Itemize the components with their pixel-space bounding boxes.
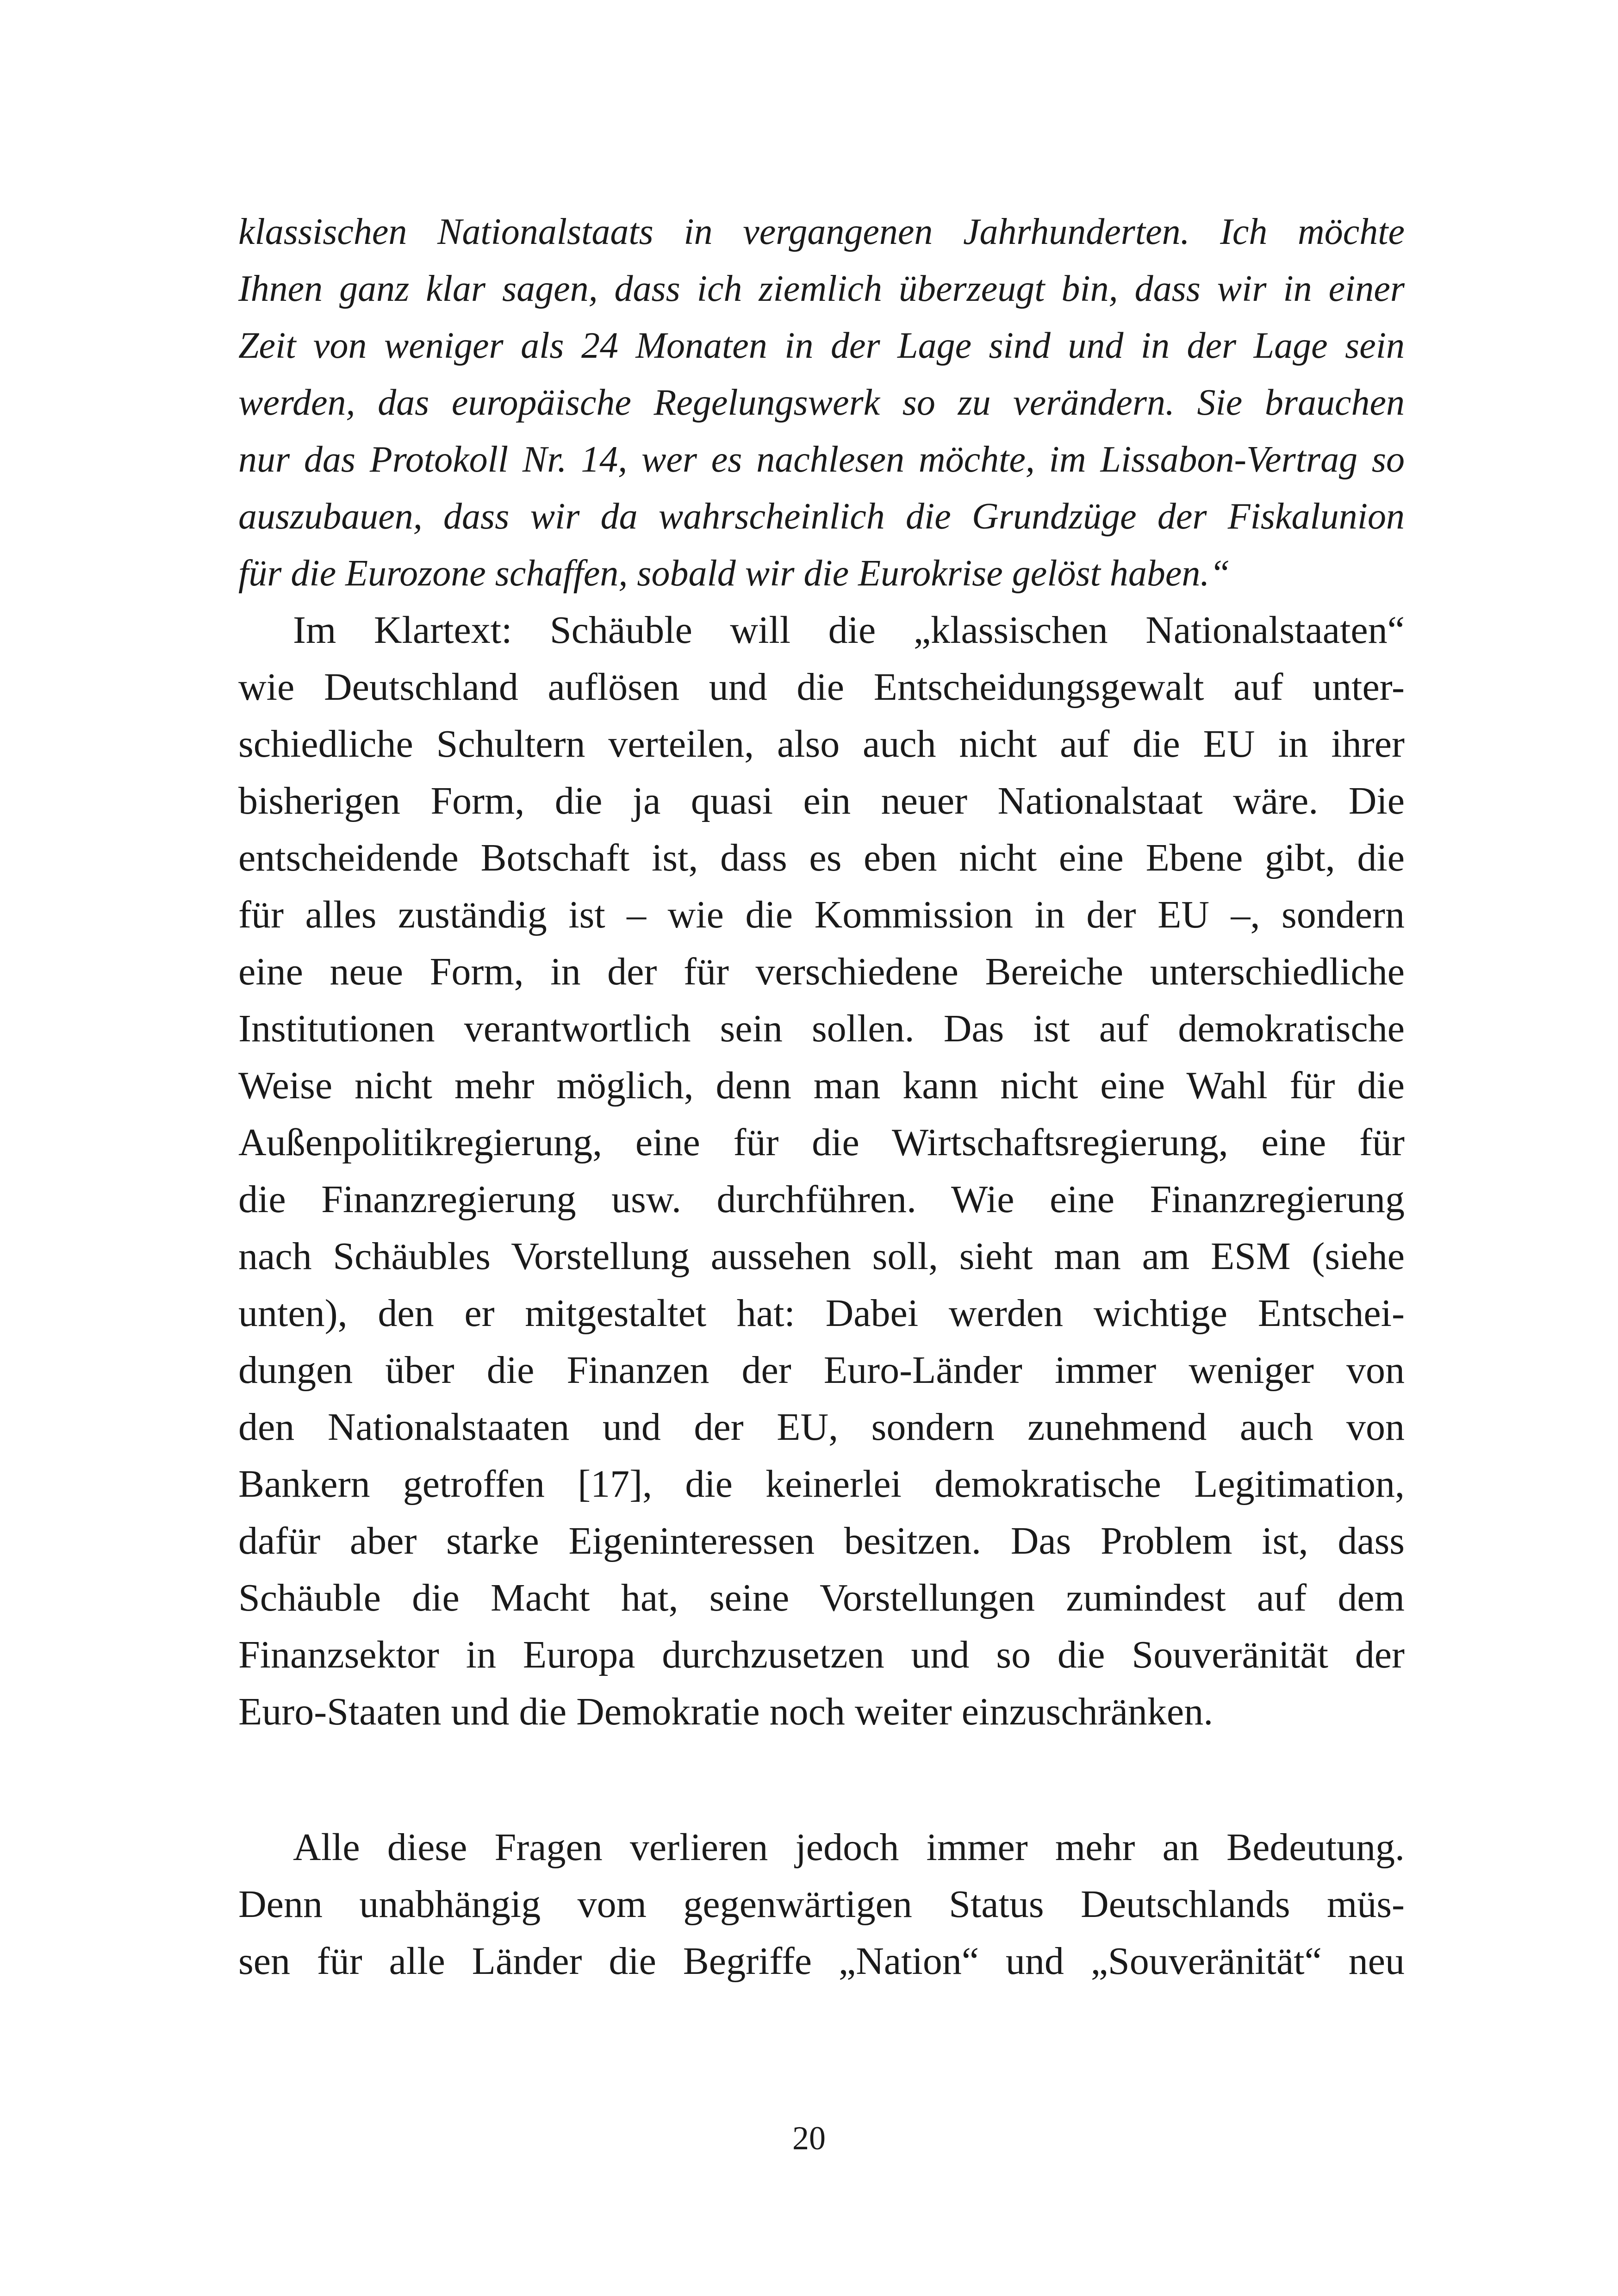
quote-line: Zeit von weniger als 24 Monaten in der Lage sind und in der Lage sein	[238, 325, 1405, 366]
paragraph-line: Finanzsektor in Europa durchzusetzen und so die Souveränität der	[238, 1633, 1405, 1676]
paragraph-line: schiedliche Schultern verteilen, also auch nicht auf die EU in ihrer	[238, 722, 1405, 765]
paragraph-line: den Nationalstaaten und der EU, sondern zunehmend auch von	[238, 1406, 1405, 1449]
paragraph-line: wie Deutschland auflösen und die Entscheidungsgewalt auf unter-	[238, 666, 1405, 709]
paragraph-line: unten), den er mitgestaltet hat: Dabei werden wichtige Entschei-	[238, 1292, 1405, 1335]
paragraph-1	[238, 602, 1405, 1740]
paragraph-line: dafür aber starke Eigeninteressen besitzen. Das Problem ist, dass	[238, 1519, 1405, 1562]
quote-line: auszubauen, dass wir da wahrscheinlich die Grundzüge der Fiskalunion	[238, 496, 1405, 537]
paragraph-line: bisherigen Form, die ja quasi ein neuer Nationalstaat wäre. Die	[238, 779, 1405, 822]
quote-line: für die Eurozone schaffen, sobald wir die Eurokrise gelöst haben.“	[238, 553, 1230, 594]
paragraph-line: Alle diese Fragen verlieren jedoch immer mehr an Bedeutung.	[293, 1826, 1405, 1869]
paragraph-2	[238, 1819, 1405, 1990]
paragraph-line: Schäuble die Macht hat, seine Vorstellungen zumindest auf dem	[238, 1576, 1405, 1619]
quote-block	[238, 204, 1405, 602]
paragraph-line: Im Klartext: Schäuble will die „klassischen Nationalstaaten“	[293, 609, 1405, 652]
paragraph-line: nach Schäubles Vorstellung aussehen soll, sieht man am ESM (siehe	[238, 1235, 1405, 1278]
paragraph-line: Außenpolitikregierung, eine für die Wirtschaftsregierung, eine für	[238, 1121, 1405, 1164]
page-number: 20	[792, 2120, 826, 2157]
paragraph-line: entscheidende Botschaft ist, dass es eben nicht eine Ebene gibt, die	[238, 836, 1405, 879]
quote-line: Ihnen ganz klar sagen, dass ich ziemlich überzeugt bin, dass wir in einer	[238, 268, 1405, 309]
paragraph-line: für alles zuständig ist – wie die Kommission in der EU –, sondern	[238, 893, 1405, 936]
paragraph-line: eine neue Form, in der für verschiedene Bereiche unterschiedliche	[238, 950, 1405, 993]
paragraph-line: Bankern getroffen [17], die keinerlei demokratische Legitimation,	[238, 1462, 1405, 1506]
paragraph-line: Euro-Staaten und die Demokratie noch weiter einzuschränken.	[238, 1690, 1214, 1733]
quote-line: werden, das europäische Regelungswerk so zu verändern. Sie brauchen	[238, 382, 1405, 423]
paragraph-line: sen für alle Länder die Begriffe „Nation“ und „Souveränität“ neu	[238, 1940, 1405, 1983]
quote-line: nur das Protokoll Nr. 14, wer es nachlesen möchte, im Lissabon-Vertrag so	[238, 439, 1405, 480]
paragraph-line: die Finanzregierung usw. durchführen. Wie eine Finanzregierung	[238, 1178, 1405, 1221]
paragraph-line: Weise nicht mehr möglich, denn man kann nicht eine Wahl für die	[238, 1064, 1405, 1107]
paragraph-line: Denn unabhängig vom gegenwärtigen Status Deutschlands müs-	[238, 1883, 1405, 1926]
quote-line: klassischen Nationalstaats in vergangenen Jahrhunderten. Ich möchte	[238, 212, 1405, 252]
paragraph-line: Institutionen verantwortlich sein sollen. Das ist auf demokratische	[238, 1007, 1405, 1050]
paragraph-line: dungen über die Finanzen der Euro-Länder immer weniger von	[238, 1349, 1405, 1392]
